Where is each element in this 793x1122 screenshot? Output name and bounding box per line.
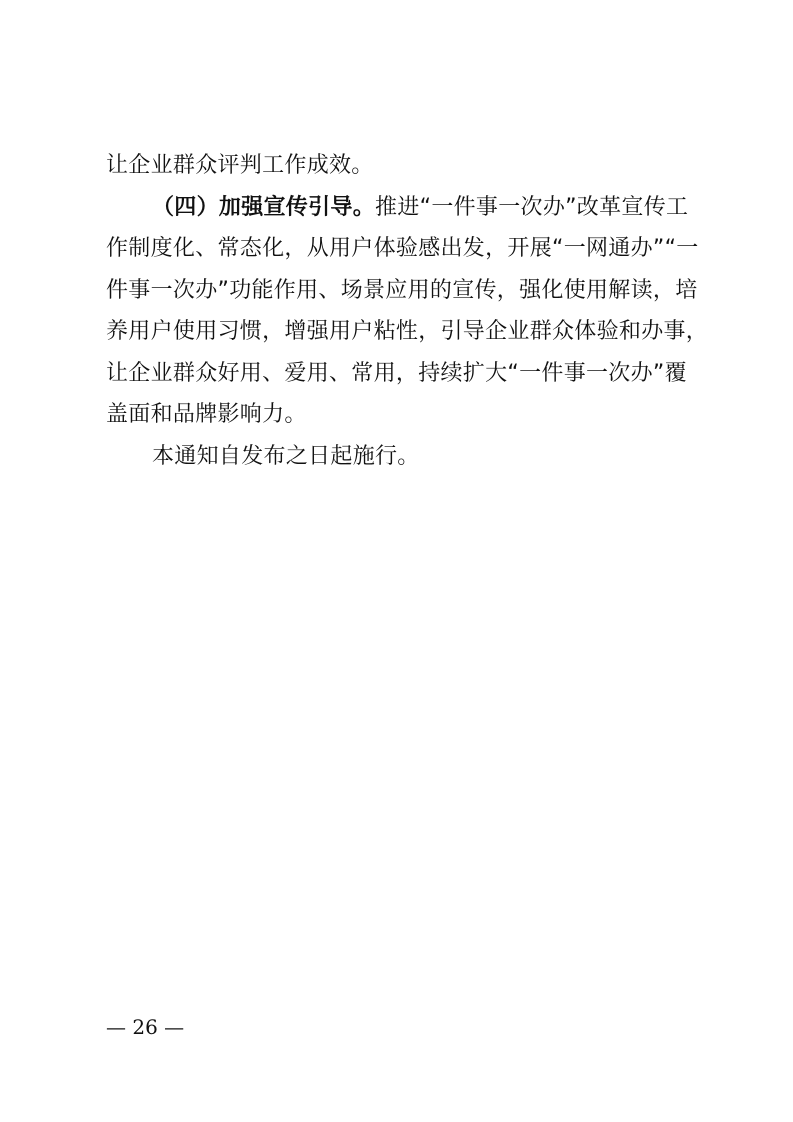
page-number: — 26 — [106,1015,185,1039]
closing-line: 本通知自发布之日起施行。 [152,443,420,469]
text-line-6: 让企业群众好用、爱用、常用，持续扩大“一件事一次办”覆 [106,360,687,386]
text-line-1: 让企业群众评判工作成效。 [106,153,374,178]
text-line-5: 养用户使用习惯，增强用户粘性，引导企业群众体验和办事， [106,319,709,344]
section-heading: （四）加强宣传引导。 [152,194,376,220]
section-text: 推进“一件事一次办”改革宣传工 [375,194,689,220]
text-line-3: 作制度化、常态化，从用户体验感出发，开展“一网通办”“一 [106,236,699,261]
text-line-7: 盖面和品牌影响力。 [106,402,307,427]
document-body [106,145,709,477]
text-line-4: 件事一次办”功能作用、场景应用的宣传，强化使用解读，培 [106,277,698,303]
text-line-2 [106,187,694,229]
